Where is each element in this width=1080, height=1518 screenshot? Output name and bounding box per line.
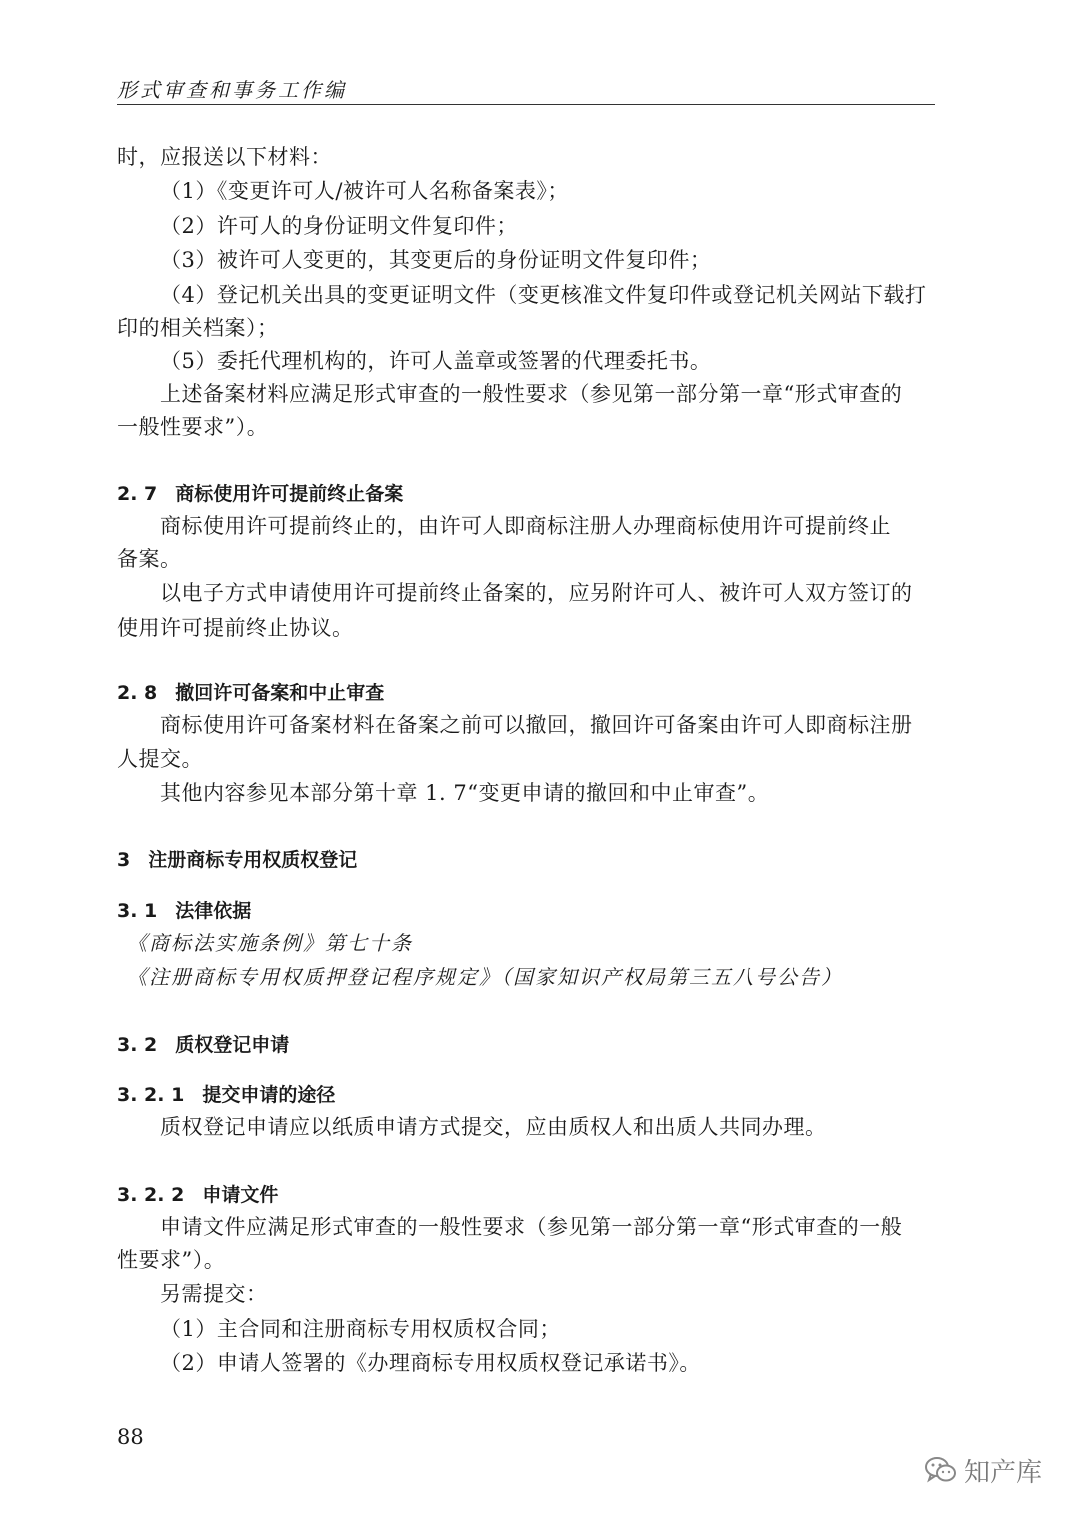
list-item: （3）被许可人变更的，其变更后的身份证明文件复印件； <box>160 248 712 272</box>
section-title: 商标使用许可提前终止备案 <box>175 483 404 505</box>
section-heading-2-8 <box>117 678 384 708</box>
section-heading-3-1 <box>117 896 251 926</box>
paragraph-line: 性要求”）。 <box>117 1248 226 1272</box>
list-item: （5）委托代理机构的，许可人盖章或签署的代理委托书。 <box>160 349 712 373</box>
section-number: 2. 8 <box>117 682 158 704</box>
section-title: 提交申请的途径 <box>202 1084 336 1106</box>
paragraph-line: 商标使用许可备案材料在备案之前可以撤回，撤回许可备案由许可人即商标注册 <box>160 713 913 737</box>
section-title: 撤回许可备案和中止审查 <box>175 682 385 704</box>
paragraph-line: 使用许可提前终止协议。 <box>117 616 354 640</box>
section-title: 法律依据 <box>175 900 252 922</box>
paragraph-line: 人提交。 <box>117 747 203 771</box>
watermark <box>924 1452 1042 1488</box>
section-heading-3-2-1 <box>117 1080 335 1110</box>
wechat-icon <box>924 1455 958 1485</box>
list-item-continuation: 印的相关档案）； <box>117 316 279 340</box>
section-title: 注册商标专用权质权登记 <box>148 849 358 871</box>
section-number: 3. 2 <box>117 1034 158 1056</box>
section-heading-3 <box>117 845 357 875</box>
paragraph-line: 一般性要求”）。 <box>117 415 269 439</box>
paragraph-line: 备案。 <box>117 547 182 571</box>
header-rule <box>117 104 935 105</box>
running-header: 形式审查和事务工作编 <box>117 78 347 102</box>
list-item: （2）许可人的身份证明文件复印件； <box>160 214 518 238</box>
paragraph-line: 商标使用许可提前终止的，由许可人即商标注册人办理商标使用许可提前终止 <box>160 514 891 538</box>
section-number: 3. 1 <box>117 900 158 922</box>
section-title: 质权登记申请 <box>175 1034 290 1056</box>
paragraph-line: 质权登记申请应以纸质申请方式提交，应由质权人和出质人共同办理。 <box>160 1115 827 1139</box>
list-item: （1）《变更许可人/被许可人名称备案表》； <box>160 179 569 203</box>
paragraph-line: 以电子方式申请使用许可提前终止备案的，应另附许可人、被许可人双方签订的 <box>160 581 913 605</box>
legal-reference: 《注册商标专用权质押登记程序规定》（国家知识产权局第三五八号公告） <box>127 965 843 989</box>
paragraph-line: 申请文件应满足形式审查的一般性要求（参见第一部分第一章“形式审查的一般 <box>160 1215 903 1239</box>
legal-reference: 《商标法实施条例》第七十条 <box>127 931 413 955</box>
paragraph-line: 另需提交： <box>160 1282 268 1306</box>
section-number: 3 <box>117 849 131 871</box>
paragraph-intro: 时，应报送以下材料： <box>117 145 332 169</box>
section-heading-2-7 <box>117 479 403 509</box>
paragraph-line: 上述备案材料应满足形式审查的一般性要求（参见第一部分第一章“形式审查的 <box>160 382 903 406</box>
watermark-text: 知产库 <box>964 1457 1043 1488</box>
paragraph-line: 其他内容参见本部分第十章 1. 7“变更申请的撤回和中止审查”。 <box>160 781 770 805</box>
section-number: 2. 7 <box>117 483 158 505</box>
section-heading-3-2 <box>117 1030 289 1060</box>
section-number: 3. 2. 2 <box>117 1184 185 1206</box>
section-heading-3-2-2 <box>117 1180 278 1210</box>
list-item: （2）申请人签署的《办理商标专用权质权登记承诺书》。 <box>160 1351 701 1375</box>
list-item: （1）主合同和注册商标专用权质权合同； <box>160 1317 561 1341</box>
page-number: 88 <box>117 1425 144 1449</box>
section-title: 申请文件 <box>202 1184 279 1206</box>
section-number: 3. 2. 1 <box>117 1084 185 1106</box>
list-item: （4）登记机关出具的变更证明文件（变更核准文件复印件或登记机关网站下载打 <box>160 283 927 307</box>
